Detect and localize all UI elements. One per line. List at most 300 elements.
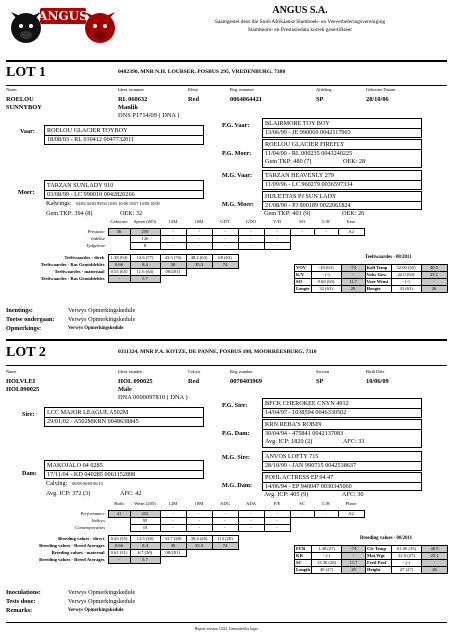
table-row bbox=[30, 511, 364, 518]
pgs-label: P.G. Vaar: bbox=[222, 122, 250, 129]
table-cell: 22.0 (63) bbox=[391, 272, 421, 279]
animal-colour: Red bbox=[188, 96, 200, 103]
table-cell: 0.55 (65) bbox=[108, 269, 130, 276]
mgd-avg: Gem TKP: 401 (9) bbox=[264, 210, 311, 217]
table-cell bbox=[186, 550, 212, 557]
col-header-ident: Ident. nommer bbox=[118, 87, 144, 92]
performance-table bbox=[30, 219, 364, 226]
tests-label: Tests done: bbox=[6, 598, 36, 605]
inoculations-label: Inoculations: bbox=[6, 589, 41, 596]
table-cell bbox=[108, 236, 130, 243]
table-cell: Indekse bbox=[90, 235, 105, 241]
table-cell: Performance bbox=[80, 510, 105, 516]
animal-sex: Male bbox=[118, 386, 132, 393]
table-cell: - bbox=[212, 236, 238, 243]
performance-table bbox=[30, 501, 364, 508]
table-cell: 18 bbox=[130, 525, 160, 532]
table-cell: 11.6 (64) bbox=[130, 269, 160, 276]
header-line-1: Saamgestel deur die Suid-Afrikaanse Stamboek- en Veeverbeteringsvereniging bbox=[214, 19, 386, 25]
table-cell: - bbox=[341, 272, 365, 279]
table-cell: - bbox=[212, 518, 238, 525]
remarks-value: Verwys Opmerkingskedule bbox=[68, 326, 124, 331]
table-cell: - bbox=[108, 557, 130, 564]
table-cell: 5.7 bbox=[130, 276, 160, 283]
table-row bbox=[6, 276, 238, 283]
dam-details: 03/08/99 - LC 990010 0042820266 bbox=[47, 191, 135, 198]
table-cell bbox=[108, 243, 130, 250]
table-cell: 35.3 bbox=[186, 262, 212, 269]
table-cell: - bbox=[160, 525, 186, 532]
table-cell: 9.60 (63) bbox=[311, 279, 341, 286]
inoculations-label: Inentings: bbox=[6, 307, 33, 314]
pgd-avg: Avg. ICP: 1820 (2) bbox=[265, 438, 313, 445]
table-cell: - bbox=[186, 236, 212, 243]
col-header-colour: Colour bbox=[188, 369, 201, 374]
dam-details: 17/11/04 - KD 040285 0061152898 bbox=[47, 471, 136, 478]
table-cell: - bbox=[290, 229, 314, 236]
animal-ident: RL 060632 bbox=[118, 96, 148, 103]
table-cell: 252 bbox=[130, 511, 160, 518]
table-cell: - bbox=[160, 511, 186, 518]
table-cell: - bbox=[212, 511, 238, 518]
col-header-section: Afdeling bbox=[316, 87, 332, 92]
mgd-details: 14/06/94 - EP 940047 0030345060 bbox=[265, 483, 352, 490]
table-cell bbox=[314, 518, 338, 525]
sire-name: LCC MAJOR LEAGUE A502M bbox=[47, 409, 129, 416]
mgd-box bbox=[262, 472, 422, 491]
pgd-afc: AFC: 33 bbox=[343, 438, 365, 445]
mgd-afc: OEK: 26 bbox=[342, 210, 365, 217]
table-cell bbox=[186, 269, 212, 276]
pgd-box bbox=[262, 139, 422, 168]
table-row bbox=[30, 229, 364, 236]
perf-header: Geboorte bbox=[110, 219, 128, 225]
pgs-box bbox=[262, 398, 422, 418]
col-header-dob: Geboorte Datum bbox=[366, 87, 396, 92]
table-cell: Feed Prof bbox=[366, 560, 392, 567]
col-header-name: Naam bbox=[6, 87, 17, 92]
table-cell: - bbox=[186, 525, 212, 532]
animal-dob: 10/06/09 bbox=[366, 378, 389, 385]
table-cell: 13.3 (30) bbox=[130, 536, 160, 543]
mgd-name: POHL ACTRESS EP 94 47 bbox=[265, 474, 334, 481]
table-cell: - bbox=[342, 553, 366, 560]
table-cell: 74 bbox=[212, 543, 238, 550]
tests-value: Verwys Opmerkingskedule bbox=[68, 598, 136, 605]
table-cell: Teeltwaardes - Ras Gemiddeldes bbox=[40, 275, 105, 281]
pgs-box bbox=[262, 118, 422, 138]
table-cell: 35.3 bbox=[186, 543, 212, 550]
table-cell: 0.66 bbox=[108, 543, 130, 550]
table-row bbox=[295, 279, 448, 286]
bv-title: Breeding values - 08/2011 bbox=[360, 536, 413, 541]
table-row bbox=[295, 272, 448, 279]
table-cell: Hoogte bbox=[365, 286, 391, 293]
table-cell: - (-) bbox=[392, 560, 422, 567]
table-cell: Clv Temp bbox=[366, 546, 392, 553]
table-cell: 22.0 (27) bbox=[392, 553, 422, 560]
tests-value: Verwys Opmerkingskedule bbox=[68, 316, 136, 323]
dam-label: Dam: bbox=[22, 470, 37, 477]
table-cell: 61.00 (35) bbox=[392, 546, 422, 553]
bv-title: Teeltwaardes - 08/2011 bbox=[365, 255, 412, 260]
table-cell: Breeding values - direct bbox=[58, 535, 105, 541]
table-cell: 33.7 (28) bbox=[160, 536, 186, 543]
animal-name-2: SUNNYBOY bbox=[6, 104, 42, 111]
svg-text:ANGUS: ANGUS bbox=[38, 9, 88, 23]
animal-reg: 0064064421 bbox=[230, 96, 262, 103]
animal-dna: DNA 0000097810 ( DNA ) bbox=[118, 394, 188, 401]
dam-box bbox=[44, 180, 204, 199]
lot-2-title: LOT 2 bbox=[6, 345, 46, 360]
dam-box bbox=[44, 460, 204, 479]
mgd-label: M.G. Dam: bbox=[222, 482, 253, 489]
table-row bbox=[295, 286, 448, 293]
table-cell: 25.1 bbox=[422, 553, 448, 560]
perf-header: F/E bbox=[273, 501, 281, 507]
pgd-box bbox=[262, 419, 422, 448]
sire-name: ROELOU GLACIER TOYBOY bbox=[47, 127, 128, 134]
table-cell bbox=[290, 525, 314, 532]
col-header-dob: Birth Date bbox=[366, 369, 385, 374]
table-row bbox=[6, 255, 238, 262]
mgd-avg: Avg. ICP: 405 (9) bbox=[264, 491, 309, 498]
table-cell: - bbox=[160, 229, 186, 236]
table-cell: - bbox=[421, 279, 447, 286]
table-cell bbox=[338, 525, 364, 532]
table-cell: 1.48 (27) bbox=[312, 546, 342, 553]
table-cell: - bbox=[186, 243, 212, 250]
table-cell: 33 (63) bbox=[391, 286, 421, 293]
table-cell bbox=[212, 557, 238, 564]
perf-header: L/H bbox=[322, 501, 330, 507]
table-cell: 250 bbox=[130, 229, 160, 236]
performance-values bbox=[30, 228, 365, 250]
dam-afc: OEK: 32 bbox=[120, 210, 143, 217]
pgd-afc: OEK: 28 bbox=[343, 158, 366, 165]
table-cell: SO bbox=[295, 279, 312, 286]
table-cell: 95 bbox=[130, 518, 160, 525]
org-name: ANGUS S.A. bbox=[272, 5, 328, 16]
table-cell: 40.5 bbox=[421, 265, 447, 272]
sire-label: Vaar: bbox=[20, 128, 35, 135]
table-cell: 68 (63) bbox=[212, 255, 238, 262]
table-cell: - bbox=[160, 236, 186, 243]
table-cell: 11.7 bbox=[341, 279, 365, 286]
mgd-name: HIJLETTAS PJ SUN LADY bbox=[265, 193, 337, 200]
table-cell bbox=[290, 518, 314, 525]
table-cell: Length bbox=[296, 566, 311, 572]
table-cell: Height bbox=[366, 567, 392, 574]
breeding-values-table bbox=[6, 254, 239, 283]
table-cell: 40.5 bbox=[422, 546, 448, 553]
animal-name-1: HOLVLEI bbox=[6, 378, 36, 385]
perf-header: 12M bbox=[168, 501, 178, 507]
table-cell: VOV bbox=[295, 265, 312, 272]
animal-section: SP bbox=[316, 378, 324, 385]
table-cell: - (-) bbox=[311, 272, 341, 279]
table-cell: - bbox=[160, 518, 186, 525]
table-cell: 13.30 (28) bbox=[312, 560, 342, 567]
table-cell: Indices bbox=[91, 517, 105, 523]
table-cell: - bbox=[422, 560, 448, 567]
table-cell: -74 bbox=[342, 546, 366, 553]
table-row bbox=[30, 525, 364, 532]
angus-logo bbox=[6, 4, 118, 48]
dam-calvings: 04/02 04/03 09/04 10/05 10/06 10/07 10/08 10/09 bbox=[76, 201, 160, 206]
perf-header: Birth bbox=[114, 501, 124, 507]
mgs-details: 28/10/99 - JAN 990715 0042538637 bbox=[265, 462, 357, 469]
table-cell: 08/2011 bbox=[160, 550, 186, 557]
sire-box bbox=[44, 407, 204, 427]
table-cell: 8 bbox=[130, 243, 160, 250]
col-header-ident: Ident. number bbox=[118, 369, 143, 374]
table-cell: Breeding values - Breed Averages bbox=[39, 556, 105, 562]
dam-afc: AFC: 42 bbox=[120, 490, 142, 497]
table-cell: 0.61 (31) bbox=[108, 550, 130, 557]
table-cell bbox=[338, 243, 364, 250]
table-cell: - bbox=[238, 511, 264, 518]
table-cell: - bbox=[264, 525, 290, 532]
dam-name: MAKOJALO 04 0285 bbox=[47, 462, 103, 469]
table-cell: -74 bbox=[341, 265, 365, 272]
animal-section: SP bbox=[316, 96, 324, 103]
table-cell: SC bbox=[295, 560, 312, 567]
remarks-label: Opmerkings: bbox=[6, 325, 42, 332]
lot-1-owner: 0482390, MNR N.H. LOUBSER, POSBUS 295, VREDENBURG, 7380 bbox=[118, 69, 286, 75]
col-header-reg: Reg. nommer bbox=[230, 87, 254, 92]
table-cell: Volw Gew bbox=[365, 272, 391, 279]
lot-1-title: LOT 1 bbox=[6, 65, 46, 80]
table-cell bbox=[338, 236, 364, 243]
table-cell bbox=[212, 550, 238, 557]
animal-dob: 28/10/06 bbox=[366, 96, 389, 103]
table-cell: KR bbox=[295, 553, 312, 560]
table-cell: 74 bbox=[212, 262, 238, 269]
table-cell: 11.7 bbox=[342, 560, 366, 567]
col-header-section: Section bbox=[316, 369, 330, 374]
inoculations-value: Verwys Opmerkingskedule bbox=[68, 589, 136, 596]
table-cell: Contemporaries bbox=[75, 524, 105, 530]
mgs-box bbox=[262, 170, 422, 190]
mgs-label: M.G. Sire: bbox=[222, 454, 250, 461]
table-cell: 30 bbox=[160, 262, 186, 269]
table-cell: FCR bbox=[295, 546, 312, 553]
perf-header: Fase bbox=[346, 219, 356, 225]
dam-label: Moer: bbox=[18, 189, 35, 196]
table-cell: Teeltwaardes - Ras Gemiddeldes bbox=[40, 261, 105, 267]
mgs-details: 11/09/96 - LC 960279 0036597334 bbox=[265, 181, 353, 188]
mgs-label: M.G. Vaar: bbox=[222, 172, 253, 179]
table-cell: -18 (63) bbox=[311, 265, 341, 272]
header-line-2: Stamboom- en Prestasiedata korrek gesertifiseer bbox=[247, 27, 353, 33]
table-cell: Breeding values - Breed Averages bbox=[39, 542, 105, 548]
table-cell: Breeding values - maternal bbox=[51, 549, 105, 555]
table-cell: K/V bbox=[295, 272, 312, 279]
table-cell: 36 bbox=[108, 229, 130, 236]
breeding-values-table bbox=[6, 535, 239, 564]
table-row bbox=[30, 243, 364, 250]
table-cell: - bbox=[264, 229, 290, 236]
sire-label: Sire: bbox=[22, 411, 35, 418]
pgs-label: P.G. Sire: bbox=[222, 402, 248, 409]
table-cell: - bbox=[238, 236, 264, 243]
pgd-name: ROELOU GLACIER FIREFLY bbox=[265, 141, 345, 148]
table-cell: 48.2 (63) bbox=[186, 255, 212, 262]
table-cell bbox=[212, 269, 238, 276]
pgs-details: 14/04/97 - 1038594 0046330502 bbox=[265, 409, 347, 416]
table-cell: 52.00 (65) bbox=[391, 265, 421, 272]
table-cell: 39.4 (26) bbox=[186, 536, 212, 543]
table-cell: - bbox=[212, 243, 238, 250]
dam-calvings: 06/08 06/09 06/10 bbox=[72, 481, 103, 486]
table-cell: - (-) bbox=[391, 279, 421, 286]
pgd-label: P.G. Dam: bbox=[222, 430, 250, 437]
perf-header: GDO bbox=[246, 219, 256, 225]
table-row bbox=[295, 567, 448, 574]
table-cell: 126 bbox=[130, 236, 160, 243]
report-footer: Report version 1.022, Generated by logix bbox=[195, 627, 258, 631]
table-cell: - (-) bbox=[312, 553, 342, 560]
tests-label: Toetse ondergaan: bbox=[6, 316, 55, 323]
table-cell: - bbox=[238, 518, 264, 525]
table-cell: 0.66 bbox=[108, 262, 130, 269]
animal-colour: Red bbox=[188, 378, 200, 385]
pgs-details: 13/06/99 - JE 990069 0042117903 bbox=[265, 129, 351, 136]
bv-extra-table bbox=[294, 264, 448, 293]
mgs-name: TARZAN HEAVENLY 279 bbox=[265, 172, 335, 179]
table-cell bbox=[212, 276, 238, 283]
table-cell bbox=[290, 243, 314, 250]
table-cell bbox=[160, 276, 186, 283]
mgd-label: M.G. Moer: bbox=[222, 201, 254, 208]
table-cell: 12.6 (77) bbox=[130, 255, 160, 262]
table-cell: 1.38 (94) bbox=[108, 255, 130, 262]
table-cell: - bbox=[160, 243, 186, 250]
animal-dna: DNS P1714/09 ( DNA ) bbox=[118, 112, 180, 119]
table-cell: 41 bbox=[108, 511, 130, 518]
table-cell: - bbox=[238, 525, 264, 532]
perf-header: Phase bbox=[345, 501, 357, 507]
table-cell: Lengte bbox=[296, 285, 310, 291]
table-cell: 25.1 bbox=[421, 272, 447, 279]
table-row bbox=[6, 269, 238, 276]
table-cell: 30 bbox=[160, 543, 186, 550]
perf-header: Wean (205) bbox=[134, 501, 156, 507]
table-row bbox=[6, 543, 238, 550]
col-header-reg: Reg. number bbox=[230, 369, 253, 374]
perf-header: ADG bbox=[220, 501, 230, 507]
table-row bbox=[30, 236, 364, 243]
table-cell: 08/2011 bbox=[160, 269, 186, 276]
table-cell bbox=[314, 236, 338, 243]
table-cell: 32 (63) bbox=[311, 286, 341, 293]
table-cell: - bbox=[238, 229, 264, 236]
dam-calvings-label: Kalwings: bbox=[46, 200, 72, 207]
table-row bbox=[295, 560, 448, 567]
mgd-details: 21/08/90 - PJ 900189 0022061824 bbox=[265, 202, 351, 209]
table-cell: 8.4 bbox=[130, 543, 160, 550]
table-cell bbox=[160, 557, 186, 564]
table-cell: - bbox=[212, 525, 238, 532]
mgd-afc: AFC: 30 bbox=[342, 491, 364, 498]
table-cell bbox=[108, 518, 130, 525]
table-cell: 0.23 (35) bbox=[108, 536, 130, 543]
table-row bbox=[295, 265, 448, 272]
table-cell: Kalf Temp bbox=[365, 265, 391, 272]
perf-header: SC bbox=[299, 501, 305, 507]
table-cell: - bbox=[108, 276, 130, 283]
table-cell: - bbox=[290, 511, 314, 518]
table-cell: Voer Winst bbox=[365, 279, 391, 286]
table-cell: 5.7 bbox=[130, 557, 160, 564]
table-cell: 27 (27) bbox=[392, 567, 422, 574]
table-cell: 40 (27) bbox=[312, 567, 342, 574]
table-cell bbox=[186, 276, 212, 283]
table-cell: - bbox=[186, 518, 212, 525]
col-header-name: Name bbox=[6, 369, 17, 374]
perf-header: Speen (205) bbox=[133, 219, 157, 225]
dam-calvings-label: Calving: bbox=[46, 480, 68, 487]
table-row bbox=[6, 557, 238, 564]
dam-avg: Gem TKP: 394 (8) bbox=[46, 210, 93, 217]
table-cell: Prestasie bbox=[87, 228, 105, 234]
table-cell: - bbox=[264, 236, 290, 243]
table-cell bbox=[314, 243, 338, 250]
animal-ident: HOL 090025 bbox=[118, 378, 153, 385]
perf-header: V/D bbox=[273, 219, 281, 225]
sire-box bbox=[44, 125, 204, 145]
table-cell: 26 bbox=[422, 567, 448, 574]
table-cell bbox=[108, 525, 130, 532]
perf-header: 18M bbox=[194, 219, 204, 225]
performance-values bbox=[30, 510, 365, 532]
table-row bbox=[6, 536, 238, 543]
pgd-name: KRN REBA'S ROBIN bbox=[265, 421, 322, 428]
pgd-avg: Gem TKP: 480 (7) bbox=[265, 158, 312, 165]
table-cell: - bbox=[212, 229, 238, 236]
col-header-colour: Kleur bbox=[188, 87, 198, 92]
mgs-box bbox=[262, 451, 422, 471]
table-cell: - bbox=[186, 229, 212, 236]
table-cell: - bbox=[264, 511, 290, 518]
perf-header: 18M bbox=[194, 501, 204, 507]
table-cell: - bbox=[264, 518, 290, 525]
table-cell: 8.4 bbox=[130, 262, 160, 269]
table-cell: Teeltwaardes - direk bbox=[64, 254, 105, 260]
table-cell: 26 bbox=[421, 286, 447, 293]
mgd-box bbox=[262, 191, 422, 210]
dam-avg: Avg. ICP: 372 (3) bbox=[46, 490, 91, 497]
inoculations-value: Verwys Opmerkingskedule bbox=[68, 307, 136, 314]
table-row bbox=[6, 550, 238, 557]
remarks-label: Remarks: bbox=[6, 607, 33, 614]
table-row bbox=[30, 518, 364, 525]
animal-name-1: ROELOU bbox=[6, 96, 34, 103]
sire-details: 29/01/02 - A502MKRN 0048638845 bbox=[47, 418, 139, 425]
perf-header: ADA bbox=[246, 501, 256, 507]
pgd-label: P.G. Moer: bbox=[222, 150, 252, 157]
lot-2-owner: 0311324, MNR P.A. KOTZE, DE PANNE, POSBUS 108, MOORREESBURG, 7310 bbox=[118, 349, 317, 355]
table-cell: - bbox=[314, 229, 338, 236]
table-cell: 113 (28) bbox=[212, 536, 238, 543]
table-cell bbox=[314, 525, 338, 532]
table-cell: 6.7 (30) bbox=[130, 550, 160, 557]
perf-header: 12M bbox=[168, 219, 178, 225]
perf-header: L/H bbox=[322, 219, 330, 225]
table-cell: Mat Wgt bbox=[366, 553, 392, 560]
animal-sex: Manlik bbox=[118, 104, 138, 111]
